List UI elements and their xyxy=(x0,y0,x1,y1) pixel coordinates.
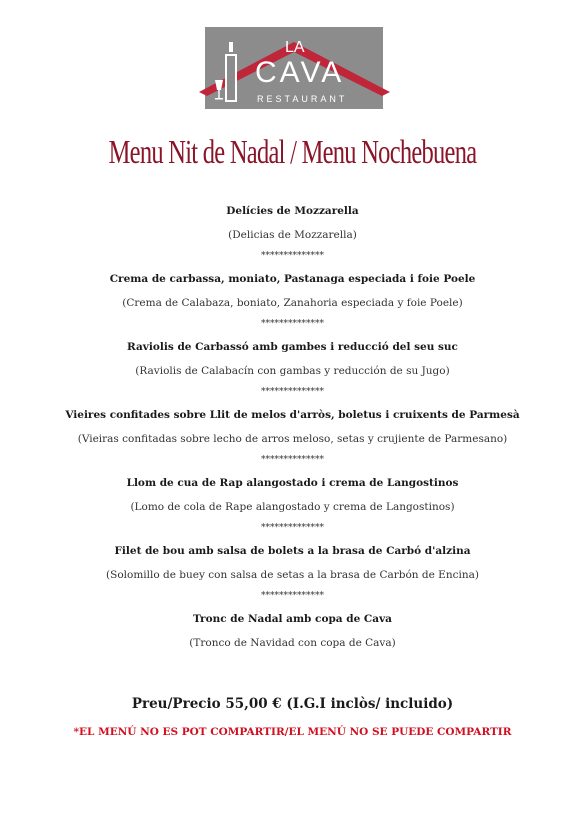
dish-spanish: (Raviolis de Calabacín con gambas y reducción de su Jugo) xyxy=(135,365,450,377)
restaurant-logo xyxy=(197,22,392,112)
dish-spanish: (Lomo de cola de Rape alangostado y crema de Langostinos) xyxy=(130,501,455,513)
separator: ************** xyxy=(261,387,324,397)
menu-title: Menu Nit de Nadal / Menu Nochebuena xyxy=(108,134,477,171)
separator: ************** xyxy=(261,455,324,465)
course-2 xyxy=(0,271,585,331)
dish-catalan: Raviolis de Carbassó amb gambes i reducció del seu suc xyxy=(127,341,458,353)
dish-catalan: Filet de bou amb salsa de bolets a la brasa de Carbó d'alzina xyxy=(114,545,471,557)
course-7 xyxy=(0,611,585,651)
menu-price: Preu/Precio 55,00 € (I.G.I inclòs/ incluido) xyxy=(131,696,454,712)
dish-spanish: (Crema de Calabaza, boniato, Zanahoria especiada y foie Poele) xyxy=(122,297,463,309)
dish-catalan: Llom de cua de Rap alangostado i crema de Langostinos xyxy=(126,477,459,489)
dish-spanish: (Tronco de Navidad con copa de Cava) xyxy=(189,637,396,649)
logo-text-la: LA xyxy=(285,39,305,56)
separator: ************** xyxy=(261,319,324,329)
separator: ************** xyxy=(261,523,324,533)
course-4 xyxy=(0,407,585,467)
dish-catalan: Vieires confitades sobre Llit de melos d'arròs, boletus i cruixents de Parmesà xyxy=(65,409,520,421)
course-6 xyxy=(0,543,585,603)
no-sharing-warning: *EL MENÚ NO ES POT COMPARTIR/EL MENÚ NO SE PUEDE COMPARTIR xyxy=(73,726,512,738)
logo-text-cava: CAVA xyxy=(255,56,345,89)
dish-catalan: Delícies de Mozzarella xyxy=(226,205,359,217)
dish-spanish: (Vieiras confitadas sobre lecho de arros meloso, setas y crujiente de Parmesano) xyxy=(77,433,508,445)
course-1 xyxy=(0,203,585,263)
la-cava-logo-graphic xyxy=(197,22,392,112)
menu-courses xyxy=(0,203,585,651)
separator: ************** xyxy=(261,591,324,601)
dish-catalan: Crema de carbassa, moniato, Pastanaga especiada i foie Poele xyxy=(109,273,476,285)
separator: ************** xyxy=(261,251,324,261)
dish-spanish: (Delicias de Mozzarella) xyxy=(228,229,357,241)
course-3 xyxy=(0,339,585,399)
logo-text-restaurant: RESTAURANT xyxy=(257,94,348,104)
dish-spanish: (Solomillo de buey con salsa de setas a la brasa de Carbón de Encina) xyxy=(106,569,479,581)
course-5 xyxy=(0,475,585,535)
dish-catalan: Tronc de Nadal amb copa de Cava xyxy=(193,613,392,625)
